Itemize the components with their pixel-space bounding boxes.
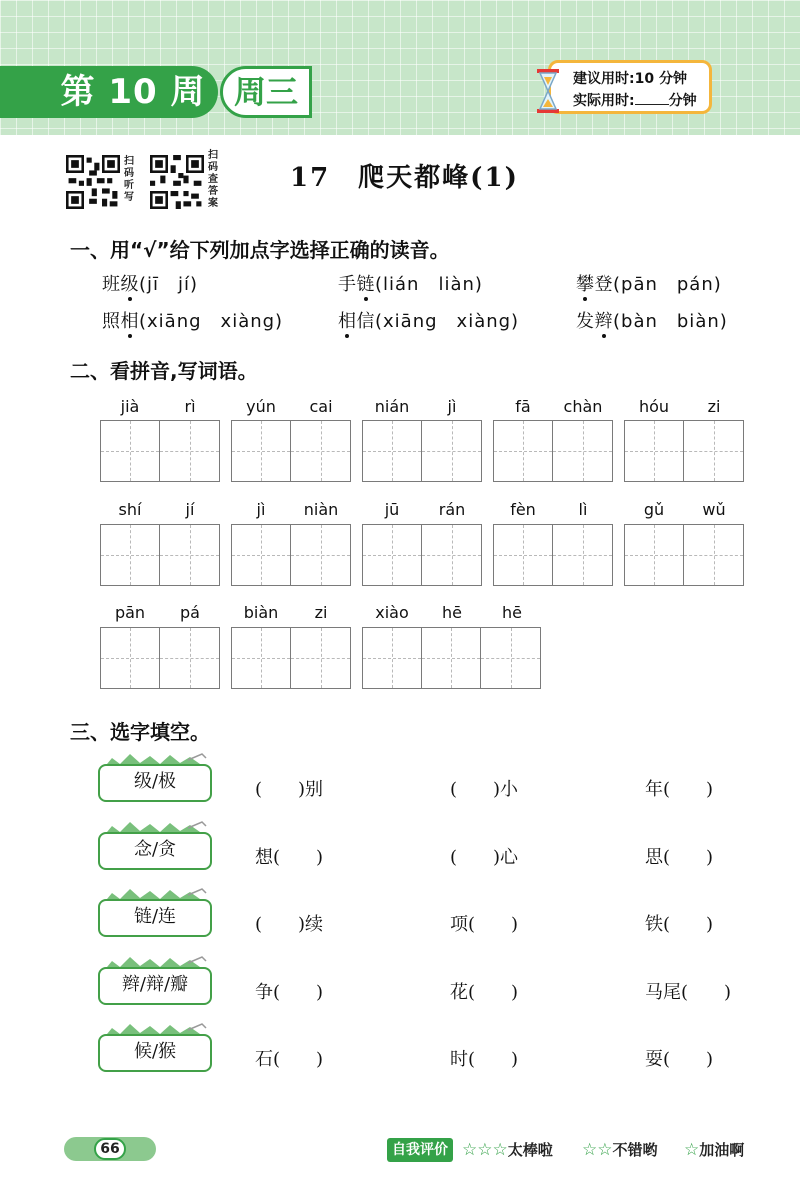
- pinyin-syllable: jū: [384, 500, 400, 519]
- q1-item: 班级(jī jí): [102, 274, 199, 295]
- fill-blank[interactable]: 思( ): [645, 847, 714, 868]
- q1-item: 发辫(bàn biàn): [576, 311, 728, 332]
- actual-time: 实际用时: 分钟: [573, 93, 697, 109]
- fill-blank[interactable]: 石( ): [255, 1049, 324, 1070]
- pinyin-syllable: lì: [578, 500, 588, 519]
- suggested-time: 建议用时:10 分钟: [573, 71, 687, 87]
- writing-grid[interactable]: [362, 420, 482, 482]
- pinyin-syllable: jià: [120, 397, 140, 416]
- qr-code-dictation-icon[interactable]: [66, 155, 120, 209]
- pinyin-syllable: wǔ: [702, 500, 726, 519]
- fill-blank[interactable]: 争( ): [255, 982, 324, 1003]
- pinyin-syllable: nián: [374, 397, 410, 416]
- q1-heading: 一、用“√”给下列加点字选择正确的读音。: [70, 238, 450, 262]
- writing-grid[interactable]: [493, 420, 613, 482]
- fill-blank[interactable]: ( )心: [450, 847, 519, 868]
- day-label: 周三: [220, 66, 312, 118]
- writing-grid[interactable]: [100, 420, 220, 482]
- writing-grid[interactable]: [362, 524, 482, 586]
- pinyin-syllable: fā: [515, 397, 531, 416]
- pinyin-syllable: chàn: [563, 397, 603, 416]
- option-chars: 候/猴: [98, 1034, 212, 1072]
- pinyin-syllable: hē: [442, 603, 462, 622]
- writing-grid[interactable]: [100, 524, 220, 586]
- q2-heading: 二、看拼音,写词语。: [70, 359, 258, 383]
- writing-grid[interactable]: [493, 524, 613, 586]
- qr-label-dictation: 扫 码 听 写: [124, 156, 134, 203]
- option-chars: 级/极: [98, 764, 212, 802]
- option-chars: 念/贪: [98, 832, 212, 870]
- star-icon: ☆: [684, 1140, 700, 1160]
- fill-blank[interactable]: 想( ): [255, 847, 324, 868]
- pinyin-syllable: xiào: [375, 603, 409, 622]
- page-number: 66: [94, 1138, 126, 1160]
- q3-heading: 三、选字填空。: [70, 720, 210, 744]
- fill-blank[interactable]: 年( ): [645, 779, 714, 800]
- page-title: 17 爬天都峰(1): [290, 163, 519, 193]
- fill-blank[interactable]: ( )别: [255, 779, 324, 800]
- fill-blank[interactable]: 耍( ): [645, 1049, 714, 1070]
- fill-blank[interactable]: 时( ): [450, 1049, 519, 1070]
- option-chars: 链/连: [98, 899, 212, 937]
- writing-grid[interactable]: [231, 627, 351, 689]
- hourglass-icon: [535, 69, 561, 113]
- writing-grid[interactable]: [624, 420, 744, 482]
- self-eval-label: 自我评价: [387, 1138, 453, 1162]
- time-box: [548, 60, 712, 114]
- fill-blank[interactable]: 马尾( ): [645, 982, 732, 1003]
- rating-great[interactable]: ☆☆☆太棒啦: [462, 1140, 553, 1160]
- option-box: [98, 820, 214, 882]
- pinyin-syllable: biàn: [243, 603, 279, 622]
- pinyin-syllable: pá: [180, 603, 200, 622]
- actual-time-blank[interactable]: [635, 92, 669, 105]
- option-box: [98, 955, 214, 1017]
- q1-item: 相信(xiāng xiàng): [338, 311, 520, 332]
- pinyin-syllable: jì: [447, 397, 457, 416]
- pinyin-syllable: zi: [314, 603, 328, 622]
- pinyin-syllable: pān: [114, 603, 146, 622]
- fill-blank[interactable]: 项( ): [450, 914, 519, 935]
- pinyin-syllable: shí: [118, 500, 142, 519]
- pinyin-syllable: niàn: [303, 500, 339, 519]
- option-box: [98, 887, 214, 949]
- q1-item: 照相(xiāng xiàng): [102, 311, 284, 332]
- fill-blank[interactable]: ( )小: [450, 779, 519, 800]
- star-icon: ☆☆☆: [462, 1140, 508, 1160]
- pinyin-syllable: zi: [707, 397, 721, 416]
- pinyin-syllable: hóu: [638, 397, 670, 416]
- writing-grid[interactable]: [100, 627, 220, 689]
- pinyin-syllable: jì: [256, 500, 266, 519]
- fill-blank[interactable]: 花( ): [450, 982, 519, 1003]
- writing-grid[interactable]: [624, 524, 744, 586]
- pinyin-syllable: yún: [246, 397, 276, 416]
- option-box: [98, 1022, 214, 1084]
- qr-label-answers: 扫 码 查 答 案: [208, 150, 218, 209]
- option-chars: 辫/辩/瓣: [98, 967, 212, 1005]
- star-icon: ☆☆: [582, 1140, 613, 1160]
- writing-grid[interactable]: [231, 420, 351, 482]
- q1-item: 手链(lián liàn): [338, 274, 483, 295]
- pinyin-syllable: cai: [309, 397, 333, 416]
- pinyin-syllable: rán: [438, 500, 466, 519]
- pinyin-syllable: hē: [502, 603, 522, 622]
- pinyin-syllable: fèn: [510, 500, 536, 519]
- page-number-badge: [64, 1137, 156, 1161]
- pinyin-syllable: gǔ: [643, 500, 665, 519]
- rating-good[interactable]: ☆☆不错哟: [582, 1140, 658, 1160]
- writing-grid[interactable]: [231, 524, 351, 586]
- fill-blank[interactable]: ( )续: [255, 914, 324, 935]
- option-box: [98, 752, 214, 814]
- fill-blank[interactable]: 铁( ): [645, 914, 714, 935]
- week-label: 第 10 周: [48, 66, 218, 118]
- pinyin-syllable: rì: [184, 397, 196, 416]
- pinyin-syllable: jí: [185, 500, 195, 519]
- writing-grid[interactable]: [362, 627, 541, 689]
- q1-item: 攀登(pān pán): [576, 274, 722, 295]
- qr-code-answers-icon[interactable]: [150, 155, 204, 209]
- rating-keep-going[interactable]: ☆加油啊: [684, 1140, 745, 1160]
